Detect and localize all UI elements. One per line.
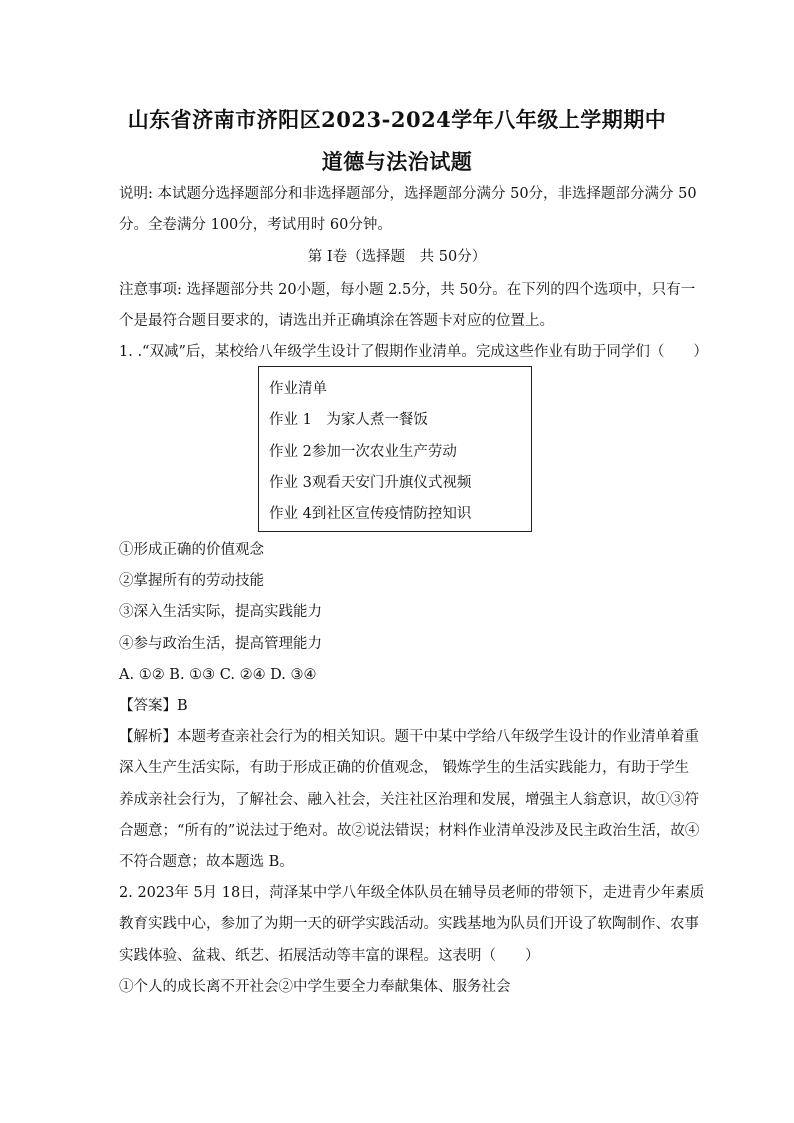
question-2-stem-line: 2. 2023年 5月 18日，菏泽某中学八年级全体队员在辅导员老师的带领下，走进青少年素质: [119, 885, 705, 901]
question-2-options: ①个人的成长离不开社会②中学生要全力奉献集体、服务社会: [119, 979, 511, 995]
question-2-stem-line: 实践体验、盆栽、纸艺、拓展活动等丰富的课程。这表明（ ）: [119, 948, 540, 964]
homework-item: 作业 1 为家人煮一餐饭: [269, 412, 428, 428]
homework-list-title: 作业清单: [269, 381, 327, 397]
intro-line: 分。全卷满分 100分，考试用时 60分钟。: [119, 217, 392, 233]
question-1-option: ①形成正确的价值观念: [119, 542, 264, 558]
doc-title-line1: 山东省济南市济阳区2023-2024学年八年级上学期期中: [127, 107, 667, 132]
question-1-answer: 【答案】B: [119, 698, 188, 714]
question-1-option: ④参与政治生活，提高管理能力: [119, 636, 322, 652]
intro-line: 说明: 本试题分选择题部分和非选择题部分，选择题部分满分 50分，非选择题部分满分 50: [119, 186, 697, 202]
homework-item: 作业 3观看天安门升旗仪式视频: [269, 475, 472, 491]
homework-item: 作业 2参加一次农业生产劳动: [269, 444, 457, 460]
question-1-choices: A. ①② B. ①③ C. ②④ D. ③④: [119, 667, 317, 683]
notice-line: 注意事项: 选择题部分共 20小题，每小题 2.5分，共 50分。在下列的四个选项中，只有一: [119, 282, 696, 298]
homework-item: 作业 4到社区宣传疫情防控知识: [269, 506, 472, 522]
question-2-stem-line: 教育实践中心，参加了为期一天的研学实践活动。实践基地为队员们开设了软陶制作、农事: [119, 916, 699, 932]
analysis-line: 不符合题意；故本题选 B。: [119, 854, 294, 870]
analysis-line: 合题意；“所有的”说法过于绝对。故②说法错误；材料作业清单没涉及民主政治生活，故④: [119, 823, 700, 839]
homework-list-box: [258, 366, 532, 532]
section-header: 第 I卷（选择题 共 50分）: [307, 249, 487, 265]
analysis-line: 深入生产生活实际，有助于形成正确的价值观念， 锻炼学生的生活实践能力，有助于学生: [119, 760, 690, 776]
doc-title-line2: 道德与法治试题: [321, 149, 473, 174]
question-1-option: ②掌握所有的劳动技能: [119, 573, 264, 589]
question-1-option: ③深入生活实际，提高实践能力: [119, 604, 322, 620]
question-1-stem: 1. .“双减”后，某校给八年级学生设计了假期作业清单。完成这些作业有助于同学们（ ）: [119, 344, 708, 360]
notice-line: 个是最符合题目要求的，请选出并正确填涂在答题卡对应的位置上。: [119, 313, 554, 329]
analysis-line: 养成亲社会行为，了解社会、融入社会，关注社区治理和发展，增强主人翁意识，故①③符: [119, 792, 699, 808]
analysis-line: 【解析】本题考查亲社会行为的相关知识。题干中某中学给八年级学生设计的作业清单着重: [119, 729, 699, 745]
